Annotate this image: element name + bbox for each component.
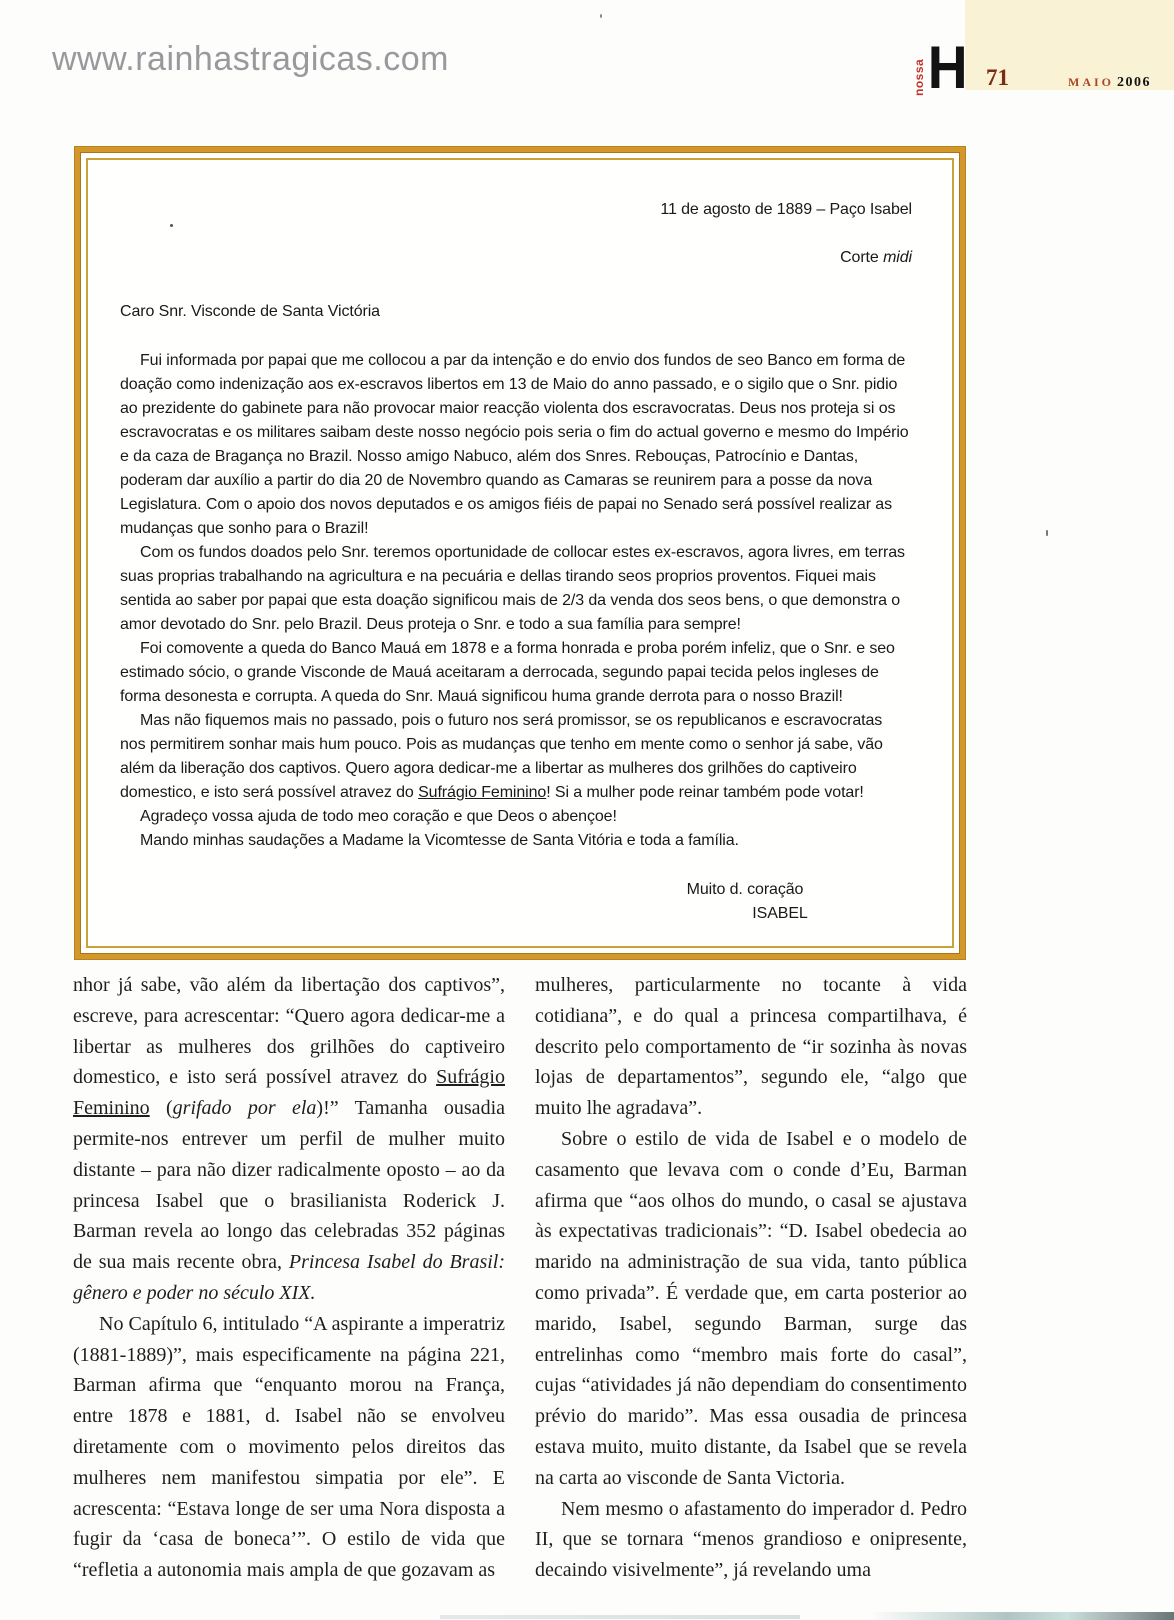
article-paragraph (535, 1124, 967, 1494)
watermark-text: www.rainhastragicas.com (52, 40, 449, 78)
text-segment: )!” Tamanha ousadia permite-nos entrever um perfil de mulher muito distante – para não dizer radicalmente oposto – ao da princesa Isabel que o brasilianista Roderick J. Barman revela ao longo das celebradas 352 páginas de sua mais recente obra, (73, 1097, 505, 1274)
letter-paragraph (120, 541, 912, 637)
article-paragraph (535, 1494, 967, 1586)
issue-month: MAIO (1068, 75, 1114, 89)
letter-paragraph (120, 805, 912, 829)
letter-signoff: Muito d. coração (686, 881, 804, 898)
letter-paragraph (120, 349, 912, 541)
text-segment: Fui informada por papai que me collocou a par da intenção e do envio dos fundos de seo Banco em forma de doação como indenização aos ex-escravos libertos em 13 de Maio do anno passado, e o sigilo que o Snr. pidio ao prezidente do gabinete para não provocar maior reacção violenta dos escravocratas. Deus nos proteja si os escravocratas e os militares saibam deste nosso negócio pois seria o fim do actual governo e mesmo do Império e da caza de Bragança no Brazil. Nosso amigo Nabuco, além dos Snres. Rebouças, Patrocínio e Dantas, poderam dar auxílio a partir do dia 20 de Novembro quando as Camaras se reunirem para a posse da nova Legislatura. Com o apoio dos novos deputados e os amigos fiéis de papai no Senado será possível realizar as mudanças que sonho para o Brazil! (120, 352, 909, 537)
text-segment: Agradeço vossa ajuda de todo meo coração e que Deos o abençoe! (140, 808, 617, 825)
text-segment: mulheres, particularmente no tocante à vida cotidiana”, e do qual a princesa compartilhava, é descrito pelo comportamento de “ir sozinha às novas lojas de departamentos”, segundo ele, “algo que muito lhe agradava”. (535, 974, 967, 1120)
issue-year: 2006 (1117, 75, 1151, 90)
scan-edge-artifact (870, 1612, 1174, 1620)
letter-dateline: 11 de agosto de 1889 – Paço Isabel (660, 201, 912, 218)
text-segment: ( (149, 1097, 173, 1120)
scan-edge-artifact (440, 1615, 800, 1619)
magazine-brand-h: H (927, 34, 968, 101)
text-segment: Corte (840, 249, 884, 266)
issue-date (1068, 76, 1151, 90)
text-segment: Nem mesmo o afastamento do imperador d. Pedro II, que se tornara “menos grandioso e onipresente, decaindo visivelmente”, já revelando uma (535, 1497, 967, 1582)
text-segment: Com os fundos doados pelo Snr. teremos oportunidade de collocar estes ex-escravos, agora livres, em terras suas proprias trabalhando na agricultura e na pecuária e dellas tirando seos proprios proventos. Fiquei mais sentida ao saber por papai que esta doação significou mais de 2/3 da venda dos seos bens, o que demonstra o amor devotado do Snr. pelo Brazil. Deus proteja o Snr. e todo a sua família para sempre! (120, 544, 905, 633)
article-paragraph (73, 970, 505, 1309)
letter-signature: ISABEL (752, 905, 808, 922)
magazine-brand-nossa: nossa (912, 58, 926, 96)
article-paragraph (535, 970, 967, 1124)
letter-paragraph (120, 709, 912, 805)
letter-frame-inner (86, 158, 954, 948)
scan-speck (600, 14, 602, 18)
text-segment: Sobre o estilo de vida de Isabel e o modelo de casamento que levava com o conde d’Eu, Barman afirma que “aos olhos do mundo, o casal se ajustava às expectativas tradicionais”: “D. Isabel obedecia ao marido na administração de sua vida, tanto pública como privada”. É verdade que, em carta posterior ao marido, Isabel, segundo Barman, surge das entrelinhas como “membro mais forte do casal”, cujas “atividades já não dependiam do consentimento prévio do marido”. Mas essa ousadia de princesa estava muito, muito distante, da Isabel que se revela na carta ao visconde de Santa Victoria. (535, 1127, 967, 1489)
text-segment: Sufrágio Feminino (73, 1066, 505, 1120)
text-segment: No Capítulo 6, intitulado “A aspirante a imperatriz (1881-1889)”, mais especificamente na página 221, Barman afirma que “enquanto morou na França, entre 1878 e 1881, d. Isabel não se envolveu diretamente com o movimento pelos direitos das mulheres nem manifestou simpatia por ele”. E acrescenta: “Estava longe de ser uma Nora disposta a fugir da ‘casa de boneca’”. O estilo de vida que “refletia a autonomia mais ampla de que gozavam as (73, 1312, 505, 1582)
text-segment: midi (883, 249, 912, 266)
text-segment: ! Si a mulher pode reinar também pode votar! (546, 784, 864, 801)
letter-body (110, 349, 912, 853)
page-number: 71 (986, 65, 1009, 90)
text-segment: Mas não fiquemos mais no passado, pois o futuro nos será promissor, se os republicanos e escravocratas nos permitirem sonhar mais hum pouco. Pois as mudanças que tenho em mente como o senhor já sabe, vão além da liberação dos captivos. Quero agora dedicar-me a libertar as mulheres dos grilhões do captiveiro domestico, e isto será possível atravez do (120, 712, 883, 801)
text-segment: grifado por ela (172, 1097, 317, 1120)
text-segment: nhor já sabe, vão além da libertação dos captivos”, escreve, para acrescentar: “Quero agora dedicar-me a libertar as mulheres dos grilhões do captiveiro domestico, e isto será possível atravez do (73, 974, 505, 1089)
letter-content (88, 160, 952, 926)
scan-speck (1046, 530, 1048, 536)
letter-typeface-credit (110, 246, 912, 270)
text-segment: Mando minhas saudações a Madame la Vicomtesse de Santa Vitória e toda a família. (140, 832, 739, 849)
article-column-right (535, 970, 967, 1586)
scan-speck (170, 224, 173, 227)
text-segment: Princesa Isabel do Brasil: gênero e poder no século XIX. (73, 1251, 506, 1304)
article-column-left (73, 970, 505, 1586)
letter-salutation: Caro Snr. Visconde de Santa Victória (120, 303, 380, 320)
article-paragraph (73, 1309, 505, 1586)
text-segment: Sufrágio Feminino (418, 784, 547, 801)
article-columns (73, 970, 967, 1586)
letter-paragraph (120, 637, 912, 709)
letter-paragraph (120, 829, 912, 853)
text-segment: Foi comovente a queda do Banco Mauá em 1878 e a forma honrada e proba porém infeliz, que o Snr. e seo estimado sócio, o grande Visconde de Mauá aceitaram a derrocada, segundo papai tecida pelos ingleses de forma desonesta e corrupta. A queda do Snr. Mauá significou huma grande derrota para o nosso Brazil! (120, 640, 895, 705)
letter-frame (75, 147, 965, 959)
letter-signature-block (595, 878, 895, 926)
